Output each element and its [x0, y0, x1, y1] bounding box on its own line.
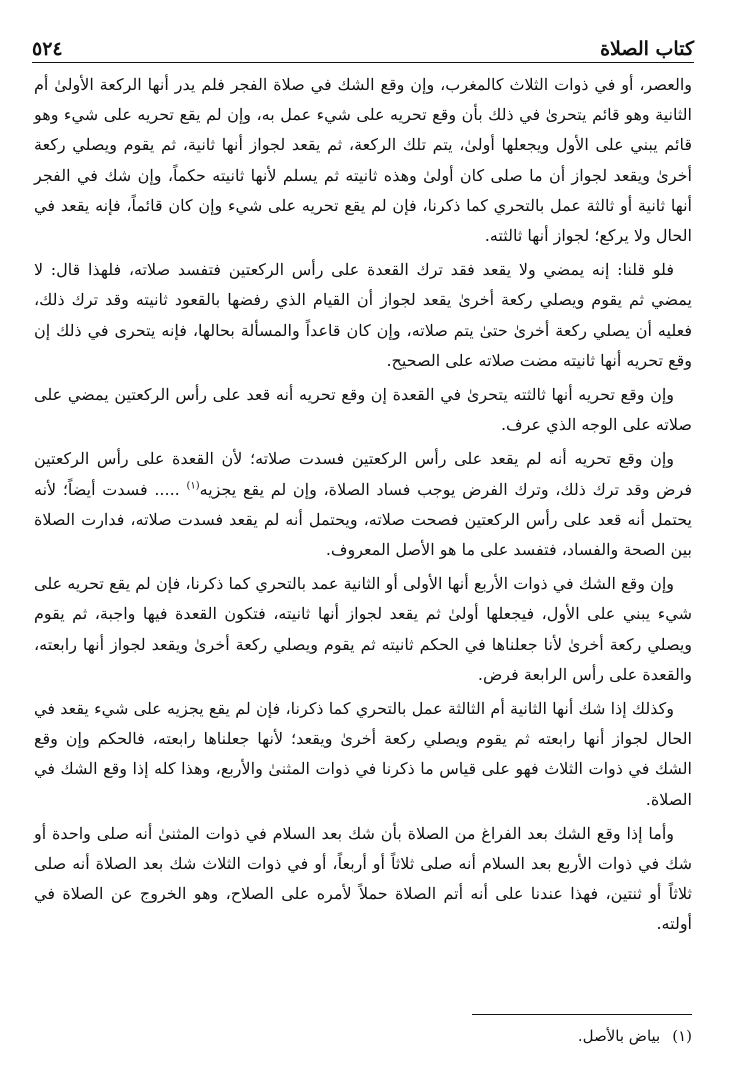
footnote-text: بياض بالأصل.	[577, 1027, 661, 1045]
paragraph-with-footnote	[34, 444, 692, 565]
chapter-title: كتاب الصلاة	[600, 38, 694, 60]
page-header	[32, 26, 694, 60]
paragraph: وأما إذا وقع الشك بعد الفراغ من الصلاة بأن شك بعد السلام في ذوات المثنىٰ أنه صلى واحدة أو شك في ذوات الأربع بعد السلام أنه صلى ثلاثاً أو أربعاً، أو في ذوات الثلاث شك بعد الصلاة أنه صلى ثلاثاً أو ثنتين، فهذا عندنا على أنه أتم الصلاة حملاً لأمره على الصلاح، وهو الخروج عن الصلاة في أولته.	[34, 823, 693, 934]
footnote-number: (١)	[672, 1027, 692, 1045]
footnote	[578, 1024, 692, 1048]
paragraph: فلو قلنا: إنه يمضي ولا يقعد فقد ترك القعدة على رأس الركعتين فتفسد صلاته، فلهذا قال: لا يمضي ثم يقوم ويصلي ركعة أخرىٰ يقعد لجواز أن القيام الذي رفضها بالقعود ثانيته وقد ترك ذلك، فعليه أن يصلي ركعة أخرىٰ حتىٰ يتم صلاته، وإن كان قاعداً والمسألة بحالها، فإنه يتحرى في ذلك إن وقع تحريه أنها ثانيته مضت صلاته على الصحيح.	[34, 260, 692, 370]
header-divider	[32, 62, 694, 63]
main-text	[34, 70, 692, 944]
paragraph-text: وإن وقع تحريه أنه لم يقعد على رأس الركعتين فسدت صلاته؛ لأن القعدة على رأس الركعتين فرض وقد ترك ذلك، وترك الفرض يوجب فساد الصلاة، وإن لم يقع يجزيه	[34, 449, 693, 499]
footnote-divider	[472, 1014, 692, 1015]
paragraph-text-continued: ..... فسدت أيضاً؛ لأنه يحتمل أنه قعد على رأس الركعتين فصحت صلاته، ويحتمل أنه لم يقعد فسدت صلاته، فدارت الصلاة بين الصحة والفساد، فتفسد على ما هو الأصل المعروف.	[34, 479, 692, 560]
paragraph: وإن وقع تحريه أنها ثالثته يتحرىٰ في القعدة إن وقع تحريه أنه قعد على رأس الركعتين يمضي على صلاته على الوجه الذي عرف.	[34, 385, 692, 435]
paragraph: والعصر، أو في ذوات الثلاث كالمغرب، وإن وقع الشك في صلاة الفجر فلم يدر أنها الركعة الأولىٰ أم الثانية وهو قائم يتحرىٰ في ذلك بأن وقع تحريه على شيء عمل به، وإن لم يقع تحريه على شيء وهو قائم يبني على الأول ويجعلها أولىٰ، يتم تلك الركعة، ثم يقعد لجواز أنها ثانية، ثم يقوم ويصلي ركعة أخرىٰ ويقعد لجواز أن ما صلى كان أولىٰ وهذه ثانيته ثم يسلم لأنها ثانيته حكماً، وإن شك في الفجر أنها ثانية أو ثالثة عمل بالتحري كما ذكرنا، فإن لم يقع تحريه على شيء وإن كان قائماً، فإنه يقعد في الحال ولا يركع؛ لجواز أنها ثالثته.	[34, 75, 693, 246]
footnote-reference: (١)	[186, 480, 200, 492]
page-number: ٥٢٤	[32, 38, 63, 60]
paragraph: وإن وقع الشك في ذوات الأربع أنها الأولى أو الثانية عمد بالتحري كما ذكرنا، فإن لم يقع تحريه على شيء يبني على الأول، فيجعلها أولىٰ ثم يقعد لجواز أنها ثانيته، فتكون القعدة فيها واجبة، ثم يقوم ويصلي ركعة أخرىٰ لأنا جعلناها في الحكم ثانيته ثم يقوم ويصلي ركعة أخرىٰ ويقعد لجواز أنها رابعته، والقعدة على رأس الرابعة فرض.	[34, 574, 692, 684]
paragraph: وكذلك إذا شك أنها الثانية أم الثالثة عمل بالتحري كما ذكرنا، فإن لم يقع يجزيه على شيء يقعد في الحال لجواز أنها رابعته ثم يقوم ويصلي ركعة أخرىٰ ويقعد؛ لأنها جعلناها رابعته، فالحكم وإن وقع الشك في ذوات الثلاث فهو على قياس ما ذكرنا في ذوات المثنىٰ والأربع، وهذا كله إذا وقع الشك في الصلاة.	[34, 699, 692, 809]
